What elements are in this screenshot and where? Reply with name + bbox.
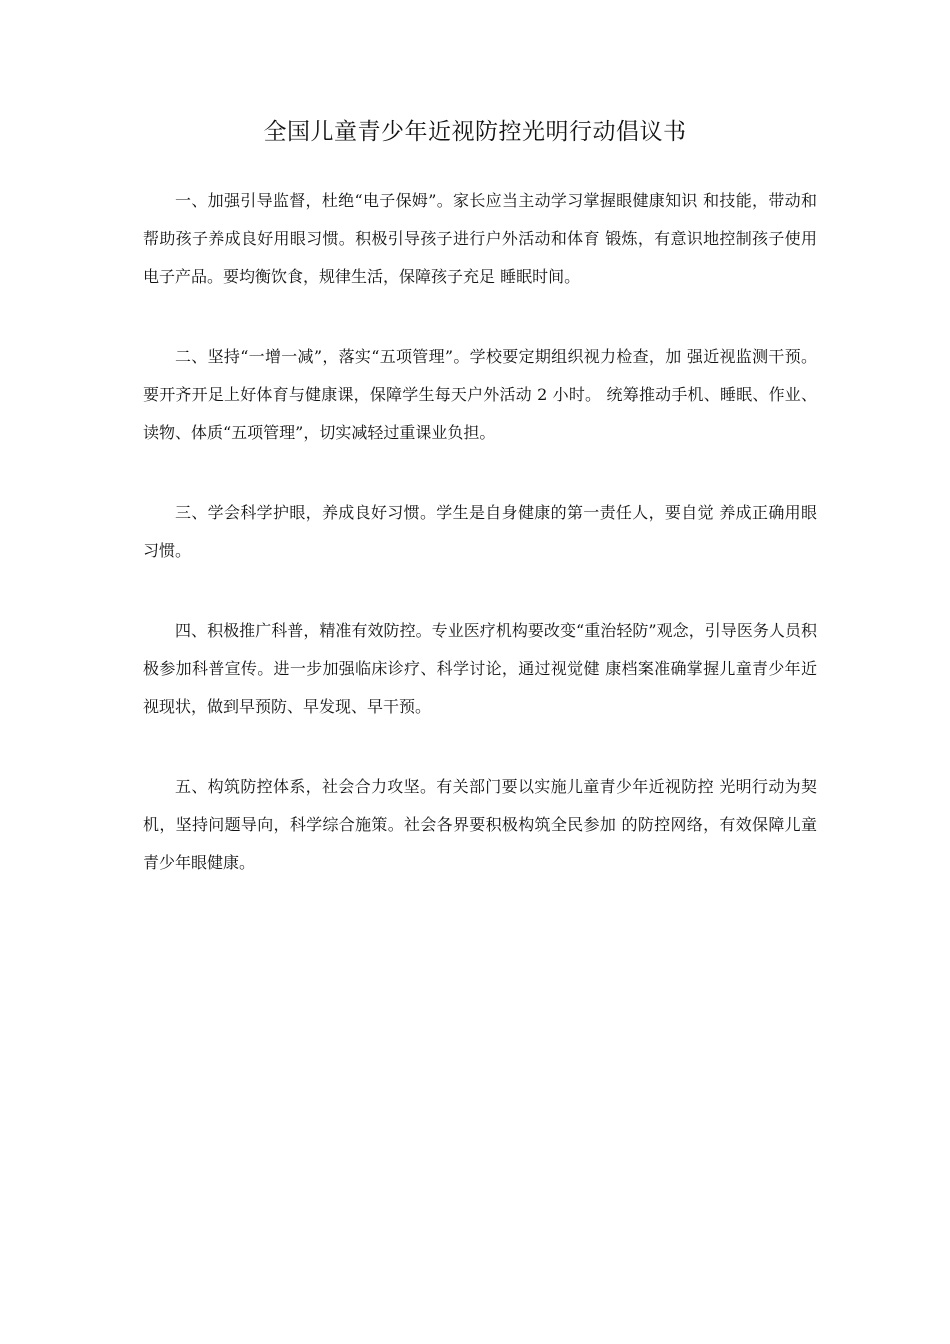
paragraph-4: 四、积极推广科普，精准有效防控。专业医疗机构要改变“重治轻防”观念，引导医务人员积极参加科普宣传。进一步加强临床诊疗、科学讨论，通过视觉健 康档案准确掌握儿童青少年近视现状，做到早预防、早发现、早干预。: [143, 621, 817, 716]
paragraph-3: 三、学会科学护眼，养成良好习惯。学生是自身健康的第一责任人，要自觉 养成正确用眼习惯。: [143, 503, 817, 560]
document-title: 全国儿童青少年近视防控光明行动倡议书: [263, 119, 687, 145]
paragraph-1: 一、加强引导监督，杜绝“电子保姆”。家长应当主动学习掌握眼健康知识 和技能，带动和帮助孩子养成良好用眼习惯。积极引导孩子进行户外活动和体育 锻炼，有意识地控制孩子使用电子产品。要均衡饮食，规律生活，保障孩子充足 睡眠时间。: [143, 191, 817, 286]
paragraph-5: 五、构筑防控体系，社会合力攻坚。有关部门要以实施儿童青少年近视防控 光明行动为契机，坚持问题导向，科学综合施策。社会各界要积极构筑全民参加 的防控网络，有效保障儿童青少年眼健康。: [143, 777, 817, 872]
paragraph-2: 二、坚持“一增一减”，落实“五项管理”。学校要定期组织视力检查，加 强近视监测干预。要开齐开足上好体育与健康课，保障学生每天户外活动 2 小时。 统筹推动手机、睡眠、作业、读物、体质“五项管理”，切实减轻过重课业负担。: [143, 347, 817, 442]
document-body: [143, 182, 817, 924]
